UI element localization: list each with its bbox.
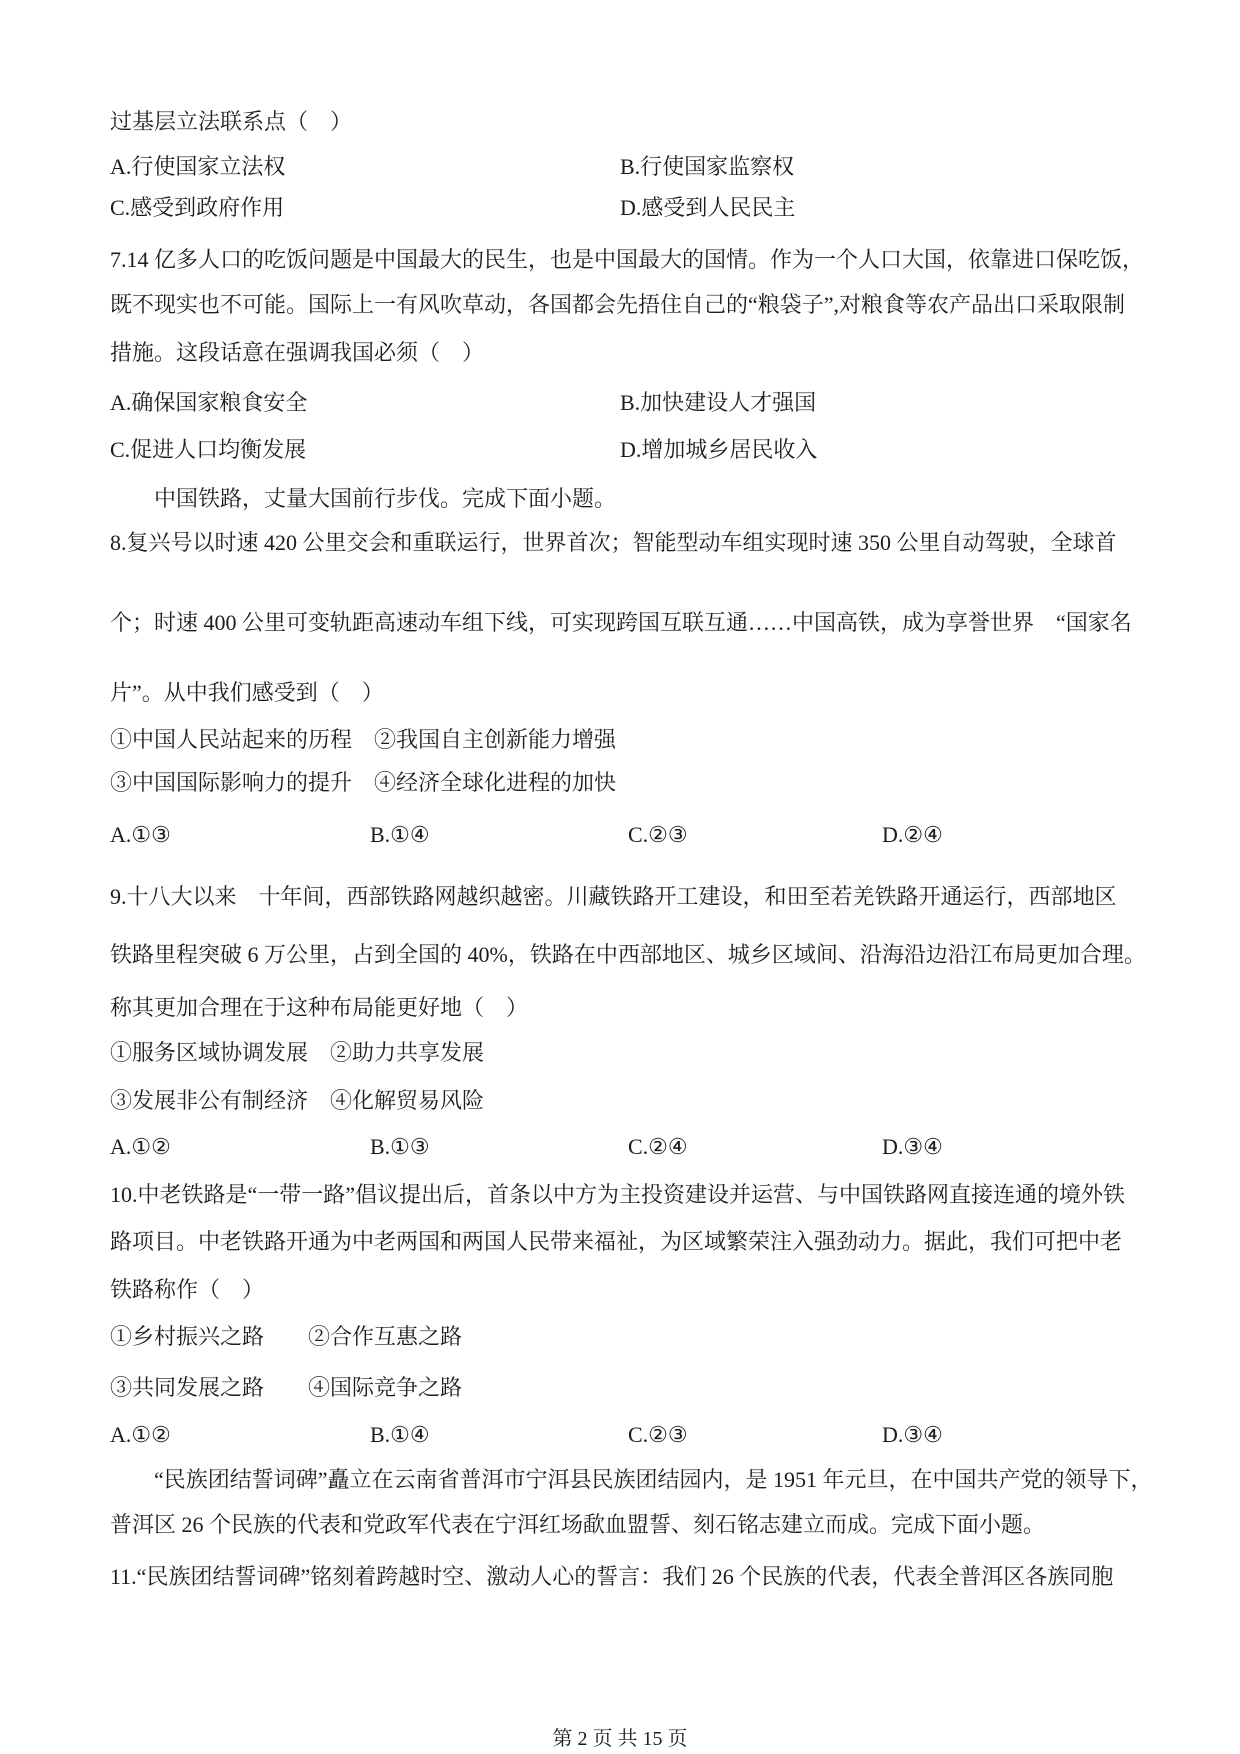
q7-option-b: B.加快建设人才强国	[620, 390, 817, 415]
q6-stem-continuation: 过基层立法联系点（ ）	[110, 109, 353, 134]
q8-options-row	[110, 820, 1142, 850]
q9-option-a: A.①②	[110, 1134, 171, 1159]
q6-option-b: B.行使国家监察权	[620, 154, 795, 179]
q7-stem-line-1: 7.14 亿多人口的吃饭问题是中国最大的民生，也是中国最大的国情。作为一个人口大国，依靠进口保吃饭，	[110, 247, 1145, 272]
q10-option-d: D.③④	[882, 1422, 943, 1447]
q10-option-a: A.①②	[110, 1422, 171, 1447]
q6-option-c: C.感受到政府作用	[110, 195, 285, 220]
q10-option-b: B.①④	[370, 1422, 430, 1447]
q7-option-c: C.促进人口均衡发展	[110, 437, 307, 462]
q9-items-line-1: ①服务区域协调发展 ②助力共享发展	[110, 1040, 485, 1065]
q6-option-d: D.感受到人民民主	[620, 195, 796, 220]
q10-options-row	[110, 1420, 1142, 1450]
q9-stem-line-1: 9.十八大以来 十年间，西部铁路网越织越密。川藏铁路开工建设，和田至若羌铁路开通运行，西部地区	[110, 884, 1117, 909]
q10-items-line-2: ③共同发展之路 ④国际竞争之路	[110, 1375, 463, 1400]
q10-option-c: C.②③	[628, 1422, 688, 1447]
q8-items-line-2: ③中国国际影响力的提升 ④经济全球化进程的加快	[110, 770, 617, 795]
q10-items-line-1: ①乡村振兴之路 ②合作互惠之路	[110, 1324, 463, 1349]
monument-lead-in-line-1: “民族团结誓词碑”矗立在云南省普洱市宁洱县民族团结园内，是 1951 年元旦，在中国共产党的领导下，	[154, 1467, 1153, 1492]
q6-options-row-2	[110, 193, 1142, 223]
q9-stem-line-2: 铁路里程突破 6 万公里，占到全国的 40%，铁路在中西部地区、城乡区域间、沿海沿边沿江布局更加合理。	[110, 942, 1146, 967]
q9-stem-line-3: 称其更加合理在于这种布局能更好地（ ）	[110, 995, 529, 1020]
q8-stem-line-1: 8.复兴号以时速 420 公里交会和重联运行，世界首次；智能型动车组实现时速 350 公里自动驾驶，全球首	[110, 530, 1117, 555]
q9-option-b: B.①③	[370, 1134, 430, 1159]
q8-stem-line-3: 片”。从中我们感受到（ ）	[110, 680, 384, 705]
q8-option-a: A.①③	[110, 822, 171, 847]
q9-options-row	[110, 1132, 1142, 1162]
q8-stem-line-2: 个；时速 400 公里可变轨距高速动车组下线，可实现跨国互联互通……中国高铁，成为享誉世界 “国家名	[110, 610, 1132, 635]
q10-stem-line-2: 路项目。中老铁路开通为中老两国和两国人民带来福祉，为区域繁荣注入强劲动力。据此，我们可把中老	[110, 1229, 1123, 1254]
q8-option-c: C.②③	[628, 822, 688, 847]
q8-option-d: D.②④	[882, 822, 943, 847]
q7-options-row-2	[110, 435, 1142, 465]
q7-option-a: A.确保国家粮食安全	[110, 390, 308, 415]
q9-option-d: D.③④	[882, 1134, 943, 1159]
q7-stem-line-3: 措施。这段话意在强调我国必须（ ）	[110, 340, 485, 365]
q11-stem-line-1: 11.“民族团结誓词碑”铭刻着跨越时空、激动人心的誓言：我们 26 个民族的代表，代表全普洱区各族同胞	[110, 1564, 1114, 1589]
q7-stem-line-2: 既不现实也不可能。国际上一有风吹草动，各国都会先捂住自己的“粮袋子”,对粮食等农产品出口采取限制	[110, 292, 1126, 317]
q10-stem-line-1: 10.中老铁路是“一带一路”倡议提出后，首条以中方为主投资建设并运营、与中国铁路网直接连通的境外铁	[110, 1182, 1126, 1207]
q9-option-c: C.②④	[628, 1134, 688, 1159]
q7-option-d: D.增加城乡居民收入	[620, 437, 818, 462]
railway-lead-in: 中国铁路，丈量大国前行步伐。完成下面小题。	[154, 486, 617, 511]
q8-option-b: B.①④	[370, 822, 430, 847]
q9-items-line-2: ③发展非公有制经济 ④化解贸易风险	[110, 1088, 485, 1113]
q7-options-row-1	[110, 388, 1142, 418]
q6-options-row-1	[110, 152, 1142, 182]
page-number-footer: 第 2 页 共 15 页	[552, 1728, 688, 1750]
q8-items-line-1: ①中国人民站起来的历程 ②我国自主创新能力增强	[110, 727, 617, 752]
monument-lead-in-line-2: 普洱区 26 个民族的代表和党政军代表在宁洱红场歃血盟誓、刻石铭志建立而成。完成下面小题。	[110, 1512, 1046, 1537]
q10-stem-line-3: 铁路称作（ ）	[110, 1277, 265, 1302]
q6-option-a: A.行使国家立法权	[110, 154, 286, 179]
